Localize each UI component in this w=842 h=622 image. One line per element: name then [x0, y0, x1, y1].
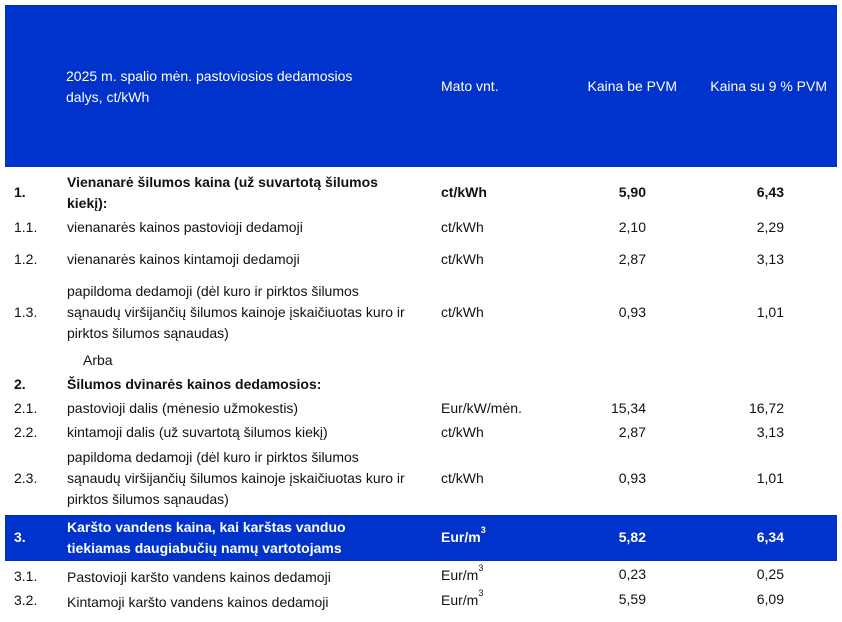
header-price-net: Kaina be PVM: [587, 78, 677, 94]
row-price-net: 2,87: [618, 251, 646, 267]
row-price-net: 5,59: [618, 591, 646, 607]
row-price-gross: 6,43: [756, 184, 784, 200]
unit-superscript: 3: [478, 588, 484, 598]
unit-superscript: 3: [480, 525, 486, 535]
row-number: 2.3.: [14, 470, 38, 486]
table-row: [5, 373, 837, 397]
row-unit: ct/kWh: [441, 424, 484, 440]
row-description: Pastovioji karšto vandens kainos dedamoji: [67, 569, 331, 585]
row-description: Arba: [83, 352, 113, 368]
table-header: [5, 5, 837, 167]
row-price-net: 15,34: [610, 400, 646, 416]
table-row: [5, 215, 837, 247]
row-number: 2.1.: [14, 400, 38, 416]
row-price-gross: 0,25: [756, 566, 784, 582]
row-price-net: 2,10: [618, 219, 646, 235]
row-number: 3.: [14, 529, 26, 545]
row-description: papildoma dedamoji (dėl kuro ir pirktos šilumos sąnaudų viršijančių šilumos kainoje įskaičiuotas kuro ir pirktos šilumos sąnaudas): [67, 283, 405, 341]
table-row: [5, 589, 837, 613]
row-price-net: 2,87: [618, 424, 646, 440]
row-description: papildoma dedamoji (dėl kuro ir pirktos šilumos sąnaudų viršijančių šilumos kainoje įskaičiuotas kuro ir pirktos šilumos sąnaudas): [67, 449, 405, 507]
row-number: 1.2.: [14, 251, 38, 267]
table-row: [5, 247, 837, 279]
table-row: [5, 421, 837, 445]
row-unit: ct/kWh: [441, 470, 484, 486]
row-price-gross: 1,01: [756, 304, 784, 320]
row-unit: ct/kWh: [441, 251, 484, 267]
table-row: [5, 279, 837, 349]
table-row: [5, 564, 837, 588]
table-row: [5, 171, 837, 215]
row-description: Šilumos dvinarės kainos dedamosios:: [67, 376, 322, 392]
row-number: 3.1.: [14, 568, 38, 584]
row-number: 2.2.: [14, 424, 38, 440]
row-unit: [441, 590, 483, 611]
row-price-gross: 6,09: [756, 591, 784, 607]
row-price-net: 0,23: [618, 566, 646, 582]
row-unit: [441, 527, 486, 548]
row-description: kintamoji dalis (už suvartotą šilumos kiekį): [67, 424, 328, 440]
row-description: Vienanarė šilumos kaina (už suvartotą šilumos kiekį):: [67, 174, 378, 211]
table-row: [5, 446, 837, 514]
row-unit: ct/kWh: [441, 304, 484, 320]
row-price-gross: 1,01: [756, 470, 784, 486]
row-price-gross: 2,29: [756, 219, 784, 235]
table-row-highlighted: [5, 515, 837, 561]
row-price-gross: 3,13: [756, 251, 784, 267]
row-price-net: 5,90: [618, 184, 646, 200]
table-row: [5, 397, 837, 421]
unit-base: Eur/m: [441, 529, 481, 545]
row-price-gross: 6,34: [756, 529, 784, 545]
row-description: vienanarės kainos kintamoji dedamoji: [67, 251, 300, 267]
row-description: pastovioji dalis (mėnesio užmokestis): [67, 400, 299, 416]
row-price-gross: 3,13: [756, 424, 784, 440]
row-number: 2.: [14, 376, 26, 392]
row-price-net: 0,93: [618, 304, 646, 320]
table-row: [5, 349, 837, 371]
row-price-gross: 16,72: [748, 400, 784, 416]
row-price-net: 5,82: [618, 529, 646, 545]
row-description: Karšto vandens kaina, kai karštas vanduo tiekiamas daugiabučių namų vartotojams: [67, 519, 346, 556]
row-unit: ct/kWh: [441, 219, 484, 235]
row-description: vienanarės kainos pastovioji dedamoji: [67, 219, 303, 235]
header-unit: Mato vnt.: [441, 78, 499, 94]
row-number: 1.1.: [14, 219, 38, 235]
row-number: 1.3.: [14, 304, 38, 320]
header-price-gross: Kaina su 9 % PVM: [710, 78, 827, 94]
row-number: 1.: [14, 184, 26, 200]
row-unit: Eur/kW/mėn.: [441, 400, 522, 416]
row-number: 3.2.: [14, 592, 38, 608]
unit-superscript: 3: [478, 563, 484, 573]
row-unit: ct/kWh: [441, 184, 487, 200]
header-description: 2025 m. spalio mėn. pastoviosios dedamosios dalys, ct/kWh: [66, 68, 353, 105]
row-price-net: 0,93: [618, 470, 646, 486]
unit-base: Eur/m: [441, 592, 479, 608]
unit-base: Eur/m: [441, 567, 479, 583]
row-unit: [441, 565, 483, 586]
row-description: Kintamoji karšto vandens kainos dedamoji: [67, 594, 329, 610]
